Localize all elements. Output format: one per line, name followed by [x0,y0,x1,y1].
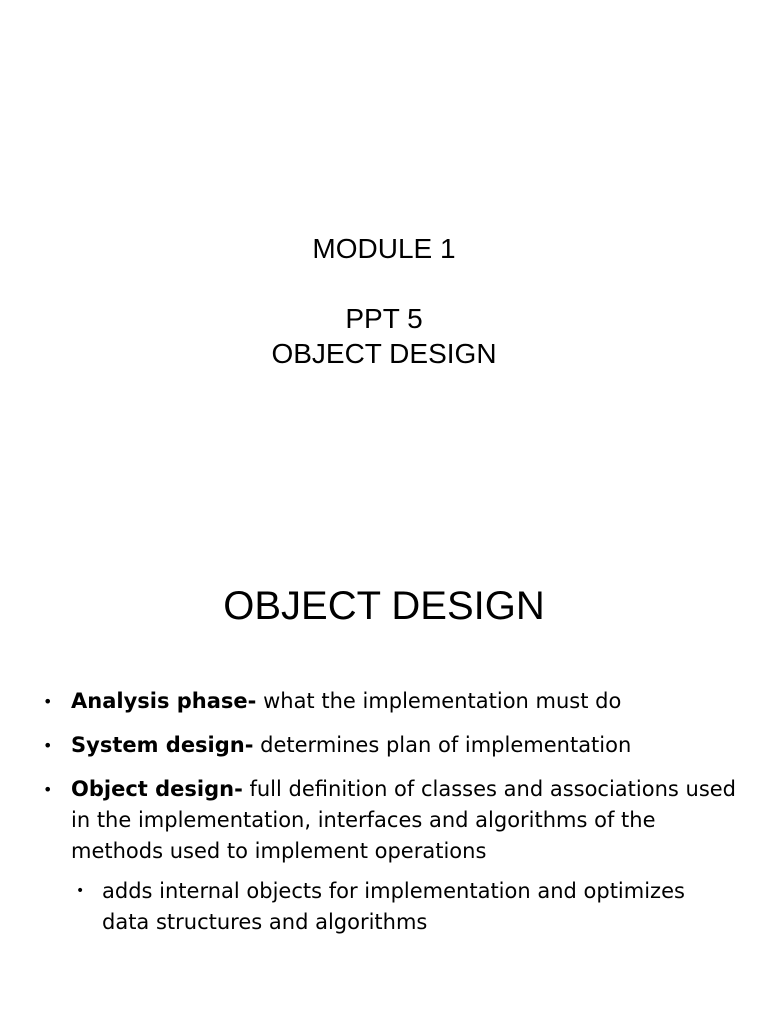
bullet-term: Object design- [71,777,243,801]
content-slide [0,520,768,1024]
title-slide [0,0,768,480]
bullet-icon: • [43,692,53,711]
bullet-text: determines plan of implementation [260,733,632,757]
sub-bullet-text-continued: data structures and algorithms [102,910,428,934]
bullet-list [0,520,768,1024]
bullet-term: System design- [71,733,254,757]
slide-subtitle: OBJECT DESIGN [271,338,497,369]
bullet-icon: • [43,736,53,755]
ppt-number: PPT 5 [345,303,423,334]
bullet-term: Analysis phase- [71,689,257,713]
bullet-text-continued: in the implementation, interfaces and algorithms of the [71,808,656,832]
sub-bullet-icon: • [76,883,85,899]
bullet-text: what the implementation must do [263,689,622,713]
sub-bullet-item [76,876,685,938]
bullet-item-analysis-phase [43,686,622,717]
bullet-text-continued: methods used to implement operations [71,839,487,863]
module-title: MODULE 1 [312,233,456,264]
sub-bullet-text: adds internal objects for implementation and optimizes [102,879,685,903]
slide-title: OBJECT DESIGN [223,584,545,628]
bullet-item-system-design [43,730,632,761]
bullet-text: full definition of classes and associations used [249,777,737,801]
bullet-item-object-design [43,774,737,867]
bullet-icon: • [43,780,53,799]
